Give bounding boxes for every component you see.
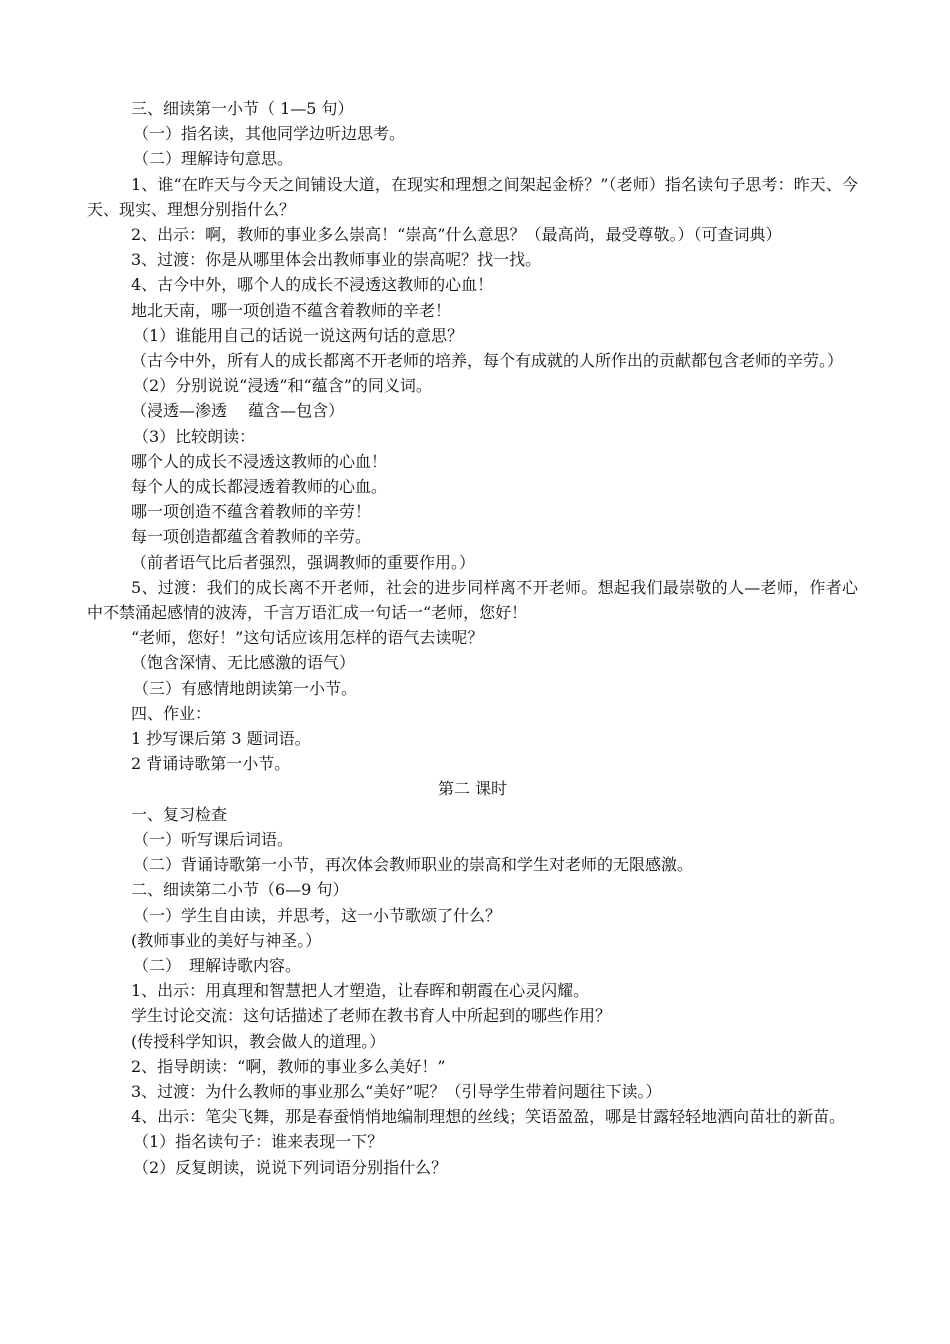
section-heading: 一、复习检查 (131, 804, 228, 824)
paragraph: （2）反复朗读，说说下列词语分别指什么？ (133, 1157, 448, 1177)
paragraph: 2 背诵诗歌第一小节。 (131, 754, 291, 774)
section-heading: 三、细读第一小节（ 1—5 句） (131, 99, 354, 118)
lesson-title: 第二 课时 (437, 779, 508, 799)
paragraph: 5、过渡：我们的成长离不开老师，社会的进步同样离不开老师。想起我们最崇敬的人—老师，作者心中不禁涌起感情的波涛，千言万语汇成一句话一“老师，您好！ (87, 577, 858, 623)
paragraph: 学生讨论交流：这句话描述了老师在教书育人中所起到的哪些作用？ (131, 1006, 612, 1026)
paragraph: 每一项创造都蕴含着教师的辛劳。 (131, 527, 372, 547)
paragraph: 每个人的成长都浸透着教师的心血。 (131, 477, 388, 497)
paragraph: 2、指导朗读：“啊，教师的事业多么美好！” (131, 1056, 446, 1076)
paragraph: 地北天南，哪一项创造不蕴含着教师的辛老！ (131, 300, 452, 320)
paragraph: （二） 理解诗歌内容。 (133, 955, 302, 975)
paragraph: 3、过渡：你是从哪里体会出教师事业的崇高呢？找一找。 (131, 250, 542, 270)
paragraph: 3、过渡：为什么教师的事业那么“美好”呢？（引导学生带着问题往下读。） (131, 1081, 662, 1101)
paragraph: （古今中外，所有人的成长都离不开老师的培养，每个有成就的人所作出的贡献都包含老师的辛劳。） (131, 351, 844, 371)
paragraph: （二）理解诗句意思。 (133, 149, 294, 169)
paragraph: （3）比较朗读： (133, 426, 256, 446)
paragraph: （2）分别说说“浸透”和“蕴含”的同义词。 (133, 376, 432, 396)
paragraph: 4、古今中外，哪个人的成长不浸透这教师的心血！ (131, 275, 494, 295)
paragraph: （浸透—渗透 蕴含—包含） (131, 401, 345, 421)
paragraph: 4、出示：笔尖飞舞，那是春蚕悄悄地编制理想的丝线；笑语盈盈，哪是甘露轻轻地洒向苗壮的新苗。 (131, 1107, 846, 1127)
paragraph: （1）指名读句子：谁来表现一下？ (133, 1132, 384, 1152)
paragraph: “老师，您好！”这句话应该用怎样的语气去读呢？ (131, 628, 484, 648)
document-body (87, 96, 858, 1180)
paragraph: （一）学生自由读，并思考，这一小节歌颂了什么？ (133, 905, 502, 925)
paragraph: 2、出示：啊，教师的事业多么崇高！“崇高”什么意思？（最高尚，最受尊敬。）（可查词典） (131, 225, 782, 245)
paragraph: (传授科学知识，教会做人的道理。） (131, 1031, 386, 1051)
section-heading: 四、作业： (131, 703, 212, 723)
paragraph: （二）背诵诗歌第一小节，再次体会教师职业的崇高和学生对老师的无限感激。 (133, 855, 694, 875)
paragraph: （一）指名读，其他同学边听边思考。 (133, 124, 406, 144)
paragraph: （饱含深情、无比感激的语气） (131, 653, 356, 673)
paragraph: （三）有感情地朗读第一小节。 (133, 678, 358, 698)
paragraph: （1）谁能用自己的话说一说这两句话的意思？ (133, 325, 464, 345)
paragraph: （前者语气比后者强烈，强调教师的重要作用。） (131, 552, 476, 572)
paragraph: 哪一项创造不蕴含着教师的辛劳！ (131, 502, 372, 522)
paragraph: （一）听写课后词语。 (133, 829, 294, 849)
paragraph: (教师事业的美好与神圣。） (131, 930, 322, 950)
paragraph: 1、谁“在昨天与今天之间铺设大道，在现实和理想之间架起金桥？”（老师）指名读句子思考：昨天、今天、现实、理想分别指什么？ (87, 174, 858, 219)
paragraph: 1 抄写课后第 3 题词语。 (131, 729, 311, 749)
paragraph: 哪个人的成长不浸透这教师的心血！ (131, 451, 388, 471)
section-heading: 二、细读第二小节（6—9 句） (131, 880, 349, 900)
paragraph: 1、出示：用真理和智慧把人才塑造，让春晖和朝霞在心灵闪耀。 (131, 981, 590, 1001)
